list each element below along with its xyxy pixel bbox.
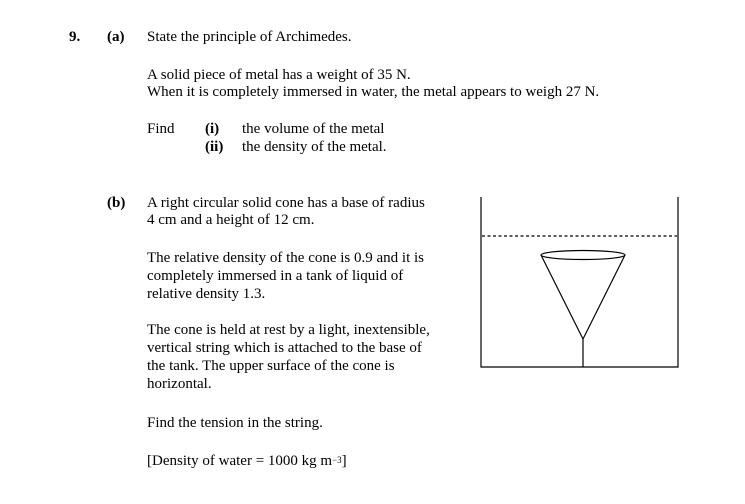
part-b-p3-line4: horizontal. <box>147 376 212 392</box>
part-a-info-line1: A solid piece of metal has a weight of 35 N. <box>147 67 411 83</box>
density-note-prefix: [Density of water = 1000 kg m <box>147 453 333 469</box>
density-note-suffix: ] <box>341 453 347 469</box>
item-i-label: (i) <box>205 121 220 137</box>
part-b-p2-line2: completely immersed in a tank of liquid of <box>147 268 404 284</box>
part-a-find-label: Find <box>147 121 175 137</box>
part-b-label: (b) <box>107 195 126 211</box>
part-b-p2-line1: The relative density of the cone is 0.9 and it is <box>147 250 425 266</box>
tank-outline <box>481 197 678 367</box>
part-b-p3-line3: the tank. The upper surface of the cone is <box>147 358 395 374</box>
part-b-p2-line3: relative density 1.3. <box>147 286 266 302</box>
part-b-p1-line1: A right circular solid cone has a base of radius <box>147 195 425 211</box>
cone-right-side <box>583 255 625 339</box>
item-ii-text: the density of the metal. <box>242 139 387 155</box>
part-a-prompt: State the principle of Archimedes. <box>147 29 352 45</box>
part-a-info-line2: When it is completely immersed in water, the metal appears to weigh 27 N. <box>147 84 600 100</box>
part-b-p1-line2: 4 cm and a height of 12 cm. <box>147 212 315 228</box>
item-ii-label: (ii) <box>205 139 224 155</box>
part-a-label: (a) <box>107 29 125 45</box>
part-b-p3-line1: The cone is held at rest by a light, inextensible, <box>147 322 430 338</box>
part-b-p3-line2: vertical string which is attached to the base of <box>147 340 422 356</box>
part-b-find-text: Find the tension in the string. <box>147 415 323 431</box>
cone-base-ellipse <box>541 251 625 260</box>
density-note-exponent: −3 <box>332 455 342 465</box>
item-i-text: the volume of the metal <box>242 121 385 137</box>
cone-left-side <box>541 255 583 339</box>
question-number: 9. <box>69 29 81 45</box>
